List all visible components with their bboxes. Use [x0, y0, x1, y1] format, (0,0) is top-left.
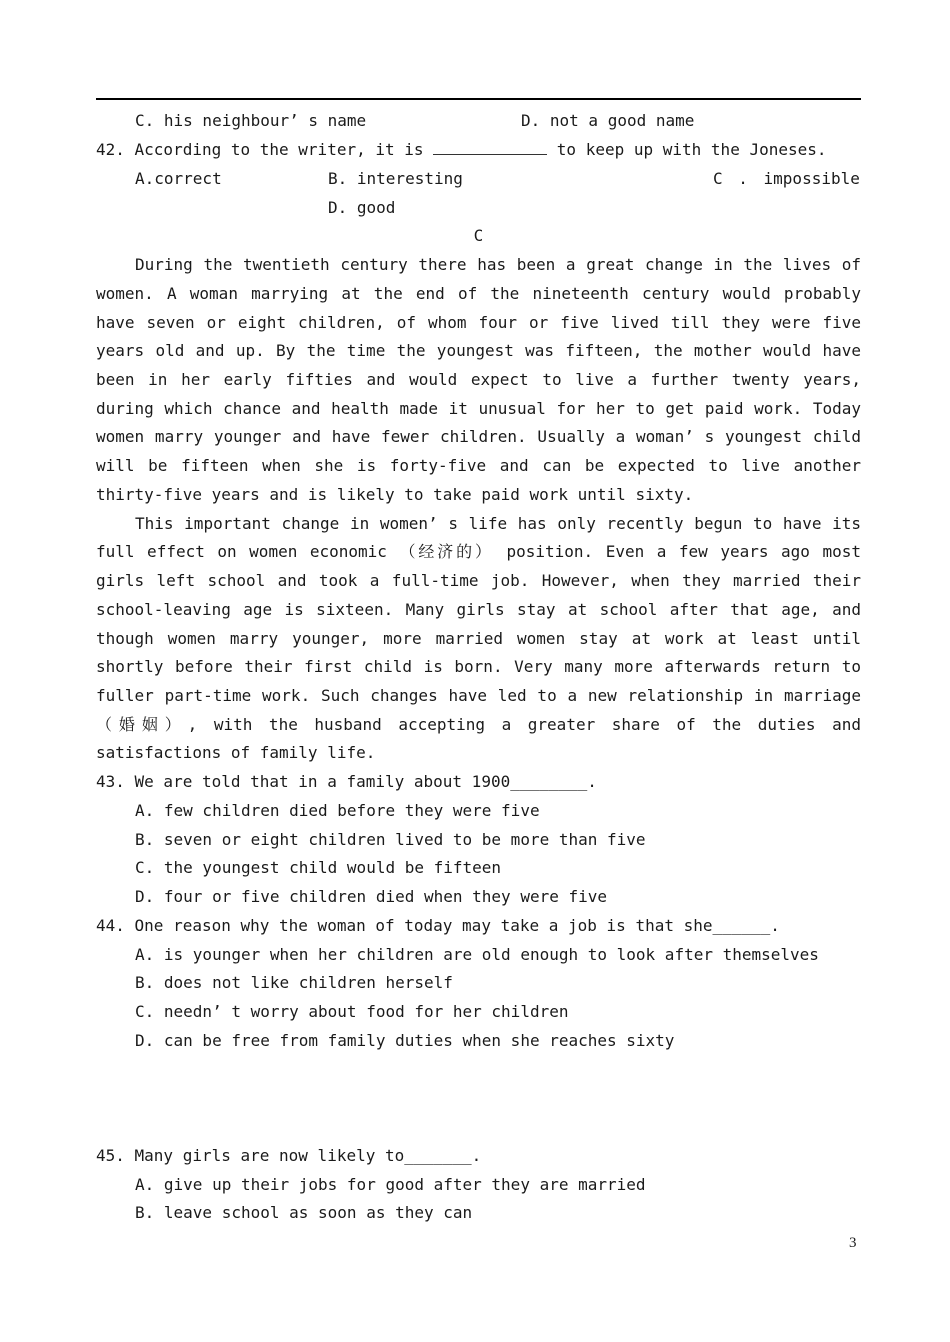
passage-p1-line: during which chance and health made it unusual for her to get paid work. Today [96, 399, 861, 418]
passage-p1-line: women. A woman marrying at the end of the nineteenth century would probably [96, 284, 861, 303]
passage-p2-line: though women marry younger, more married women stay at work at least until [96, 629, 861, 648]
passage-p2-line: （婚姻）, with the husband accepting a greater share of the duties and [96, 715, 861, 734]
header-rule [96, 98, 861, 100]
q43-option-d: D. four or five children died when they were five [135, 887, 608, 906]
passage-p1-line: years old and up. By the time the youngest was fifteen, the mother would have [96, 341, 861, 360]
q44-option-d: D. can be free from family duties when she reaches sixty [135, 1031, 675, 1050]
passage-p1-line: During the twentieth century there has been a great change in the lives of [135, 255, 861, 274]
q44-option-c: C. needn’ t worry about food for her children [135, 1002, 569, 1021]
q43-option-c: C. the youngest child would be fifteen [135, 858, 502, 877]
q42-stem-before: 42. According to the writer, it is [96, 140, 424, 159]
q42-stem [96, 140, 827, 160]
passage-p2-line: This important change in women’ s life has only recently begun to have its [135, 514, 861, 533]
q42-stem-after: to keep up with the Joneses. [556, 140, 827, 159]
q45-option-a: A. give up their jobs for good after they are married [135, 1175, 646, 1194]
q42-option-a: A.correct [135, 169, 222, 188]
page-number: 3 [849, 1235, 857, 1251]
passage-p2-line: full effect on women economic （经济的） position. Even a few years ago most [96, 542, 861, 561]
q41-option-d: D. not a good name [521, 111, 695, 130]
passage-p1-line: thirty-five years and is likely to take paid work until sixty. [96, 485, 694, 504]
q42-option-b: B. interesting [328, 169, 463, 188]
q43-option-b: B. seven or eight children lived to be more than five [135, 830, 646, 849]
passage-p2-line: school-leaving age is sixteen. Many girls stay at school after that age, and [96, 600, 861, 619]
q45-stem: 45. Many girls are now likely to_______. [96, 1146, 482, 1165]
q45-option-b: B. leave school as soon as they can [135, 1203, 473, 1222]
q43-option-a: A. few children died before they were five [135, 801, 540, 820]
q44-option-a: A. is younger when her children are old enough to look after themselves [135, 945, 819, 964]
passage-p1-line: been in her early fifties and would expect to live a further twenty years, [96, 370, 861, 389]
q44-option-b: B. does not like children herself [135, 973, 453, 992]
passage-p2-line: satisfactions of family life. [96, 743, 376, 762]
passage-p2-line: fuller part-time work. Such changes have led to a new relationship in marriage [96, 686, 861, 705]
passage-p2-line: girls left school and took a full-time job. However, when they married their [96, 571, 861, 590]
passage-p1-line: women marry younger and have fewer children. Usually a woman’ s youngest child [96, 427, 861, 446]
q42-option-d: D. good [328, 198, 396, 217]
passage-p2-line: shortly before their first child is born. Very many more afterwards return to [96, 657, 861, 676]
passage-p1-line: will be fifteen when she is forty-five and can be expected to live another [96, 456, 861, 475]
q41-option-c: C. his neighbour’ s name [135, 111, 367, 130]
q43-stem: 43. We are told that in a family about 1900________. [96, 772, 597, 791]
passage-p1-line: have seven or eight children, of whom four or five lived till they were five [96, 313, 861, 332]
q42-option-c: C . impossible [713, 169, 860, 188]
q44-stem: 44. One reason why the woman of today may take a job is that she______. [96, 916, 780, 935]
section-label: C [473, 226, 484, 245]
q42-blank [433, 140, 547, 155]
